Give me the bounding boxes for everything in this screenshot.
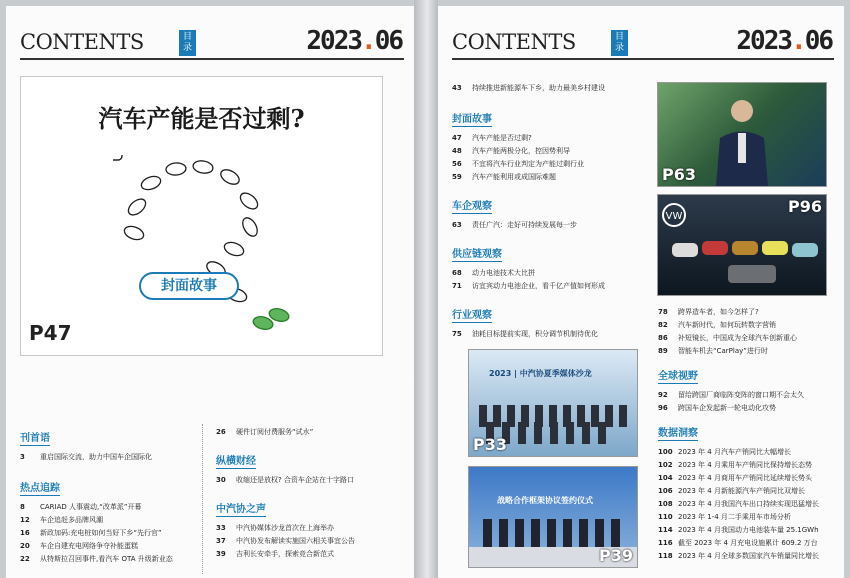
toc-item[interactable]: 26 硬件订阅付费服务“试水” <box>216 428 314 436</box>
header-rule <box>452 58 834 60</box>
cover-title: 汽车产能是否过剩? <box>98 104 305 133</box>
section-zongheng <box>216 449 406 487</box>
section-title: 数据洞察 <box>658 424 698 441</box>
photo-label: P63 <box>662 165 696 184</box>
toc-item[interactable]: 68 动力电池技术大比拼 <box>452 269 535 277</box>
toc-item[interactable]: 3 重启国际交流，助力中国车企国际化 <box>20 453 152 461</box>
section-title: 车企观察 <box>452 197 492 214</box>
photo-p33[interactable] <box>468 349 638 457</box>
toc-item[interactable]: 78 跨界造车者，如今怎样了? <box>658 308 759 316</box>
section-fengmian <box>452 107 652 184</box>
section-cheqi <box>452 194 652 232</box>
photo-p39[interactable] <box>468 466 638 568</box>
toc-item[interactable]: 48 汽车产能两极分化，控因势利导 <box>452 147 570 155</box>
issue-number: 2023.06 <box>306 26 402 56</box>
toc-item[interactable]: 108 2023 年 4 月我国汽车出口持续实现迅猛增长 <box>658 500 819 508</box>
cover-page-label: P47 <box>29 321 72 345</box>
toc-item[interactable]: 75 油耗目标提前实现，积分调节机制待优化 <box>452 330 598 338</box>
toc-item[interactable]: 37 中汽协发布解读实施国六相关事宜公告 <box>216 537 355 545</box>
toc-item[interactable]: 16 新政加码:充电桩如何当好下乡“先行官” <box>20 529 162 537</box>
toc-item[interactable]: 102 2023 年 4 月乘用车产销同比保持增长态势 <box>658 461 812 469</box>
header-rule <box>20 58 404 60</box>
section-title: 全球视野 <box>658 367 698 384</box>
toc-item[interactable]: 86 补短镜长，中国成为全球汽车创新重心 <box>658 334 797 342</box>
section-hangye <box>452 303 652 341</box>
photo-p96[interactable] <box>657 194 827 296</box>
toc-item[interactable]: 20 车企自建充电网络争夺补能蛋糕 <box>20 542 138 550</box>
section-kanshouyu <box>20 426 200 464</box>
toc-item[interactable]: 30 收缩还是放权? 合资车企站在十字路口 <box>216 476 354 484</box>
toc-item[interactable]: 118 2023 年 4 月全球多数国家汽车销量同比增长 <box>658 552 819 560</box>
section-title: 纵横财经 <box>216 452 256 469</box>
mulu-label: 目录 <box>611 30 628 56</box>
toc-item[interactable]: 22 从特斯拉召回事件,看汽车 OTA 升级新业态 <box>20 555 173 563</box>
toc-item[interactable]: 8 CARIAD 人事震动,“改革派”开幕 <box>20 503 142 511</box>
toc-item[interactable]: 43 持续推进新能源车下乡，助力最美乡村建设 <box>452 84 605 92</box>
toc-item[interactable]: 96 跨国车企发起新一轮电动化攻势 <box>658 404 776 412</box>
mulu-label: 目录 <box>179 30 196 56</box>
issue-number: 2023.06 <box>736 26 832 56</box>
photo-p63[interactable] <box>657 82 827 187</box>
toc-item[interactable]: 12 车企追赶多品牌风潮 <box>20 516 103 524</box>
right-page <box>438 6 844 578</box>
photo-label: P33 <box>473 435 507 454</box>
toc-item[interactable]: 59 汽车产能利用或成国际难题 <box>452 173 556 181</box>
p33-banner: 2023 | 中汽协夏季媒体沙龙 <box>489 369 592 378</box>
p39-banner: 战略合作框架协议签约仪式 <box>497 496 593 505</box>
toc-item[interactable]: 110 2023 年 1-4 月二手乘用车市场分析 <box>658 513 791 521</box>
section-gongyinglian <box>452 242 652 293</box>
right-toc-upper <box>452 82 652 341</box>
toc-item[interactable]: 63 责任广汽：走好可持续发展每一步 <box>452 221 577 229</box>
toc-item[interactable]: 39 吉利长安牵手，探索竞合新范式 <box>216 550 334 558</box>
left-page <box>6 6 414 578</box>
section-title: 刊首语 <box>20 429 50 446</box>
vw-logo-text: VW <box>665 211 683 222</box>
section-title: 行业观察 <box>452 306 492 323</box>
contents-label: CONTENTS <box>20 30 144 54</box>
left-header <box>20 26 404 60</box>
left-toc-column-1 <box>20 426 200 566</box>
left-toc-column-2 <box>216 426 406 561</box>
section-title: 封面故事 <box>452 110 492 127</box>
toc-item[interactable]: 82 汽车新时代，如何玩转数字营销 <box>658 321 776 329</box>
cover-story-badge[interactable]: 封面故事 <box>139 272 239 300</box>
section-redian <box>20 476 200 566</box>
toc-item[interactable]: 92 留给跨国厂商临阵变阵的窗口期不会太久 <box>658 391 804 399</box>
toc-item[interactable]: 116 截至 2023 年 4 月充电设施累计 609.2 万台 <box>658 539 818 547</box>
section-shuju <box>658 421 844 563</box>
photo-label: P96 <box>788 197 822 216</box>
section-zhongqixie <box>216 497 406 561</box>
column-divider <box>202 424 203 574</box>
toc-item[interactable]: 104 2023 年 4 月商用车产销同比延续增长势头 <box>658 474 812 482</box>
toc-item[interactable]: 89 智能车机去“CarPlay”进行时 <box>658 347 768 355</box>
contents-label: CONTENTS <box>452 30 576 54</box>
section-quanqiu <box>658 364 844 415</box>
right-toc-lower <box>658 306 844 563</box>
section-title: 热点追踪 <box>20 479 60 496</box>
section-title: 中汽协之声 <box>216 500 266 517</box>
toc-item[interactable]: 47 汽车产能是否过剩? <box>452 134 532 142</box>
cover-story-box[interactable] <box>20 76 383 356</box>
toc-item[interactable]: 33 中汽协媒体沙龙首次在上海举办 <box>216 524 334 532</box>
section-title: 供应链观察 <box>452 245 502 262</box>
toc-item[interactable]: 56 不宜将汽车行业判定为产能过剩行业 <box>452 160 584 168</box>
toc-item[interactable]: 114 2023 年 4 月我国动力电池装车量 25.1GWh <box>658 526 819 534</box>
toc-item[interactable]: 106 2023 年 4 月新能源汽车产销同比双增长 <box>658 487 805 495</box>
car-question-mark-illustration <box>113 155 293 335</box>
photo-label: P39 <box>599 546 633 565</box>
right-header <box>452 26 834 60</box>
page-gutter <box>414 0 438 578</box>
toc-item[interactable]: 100 2023 年 4 月汽车产销同比大幅增长 <box>658 448 791 456</box>
toc-item[interactable]: 71 访宜宾动力电池企业，看千亿产值如何形成 <box>452 282 605 290</box>
